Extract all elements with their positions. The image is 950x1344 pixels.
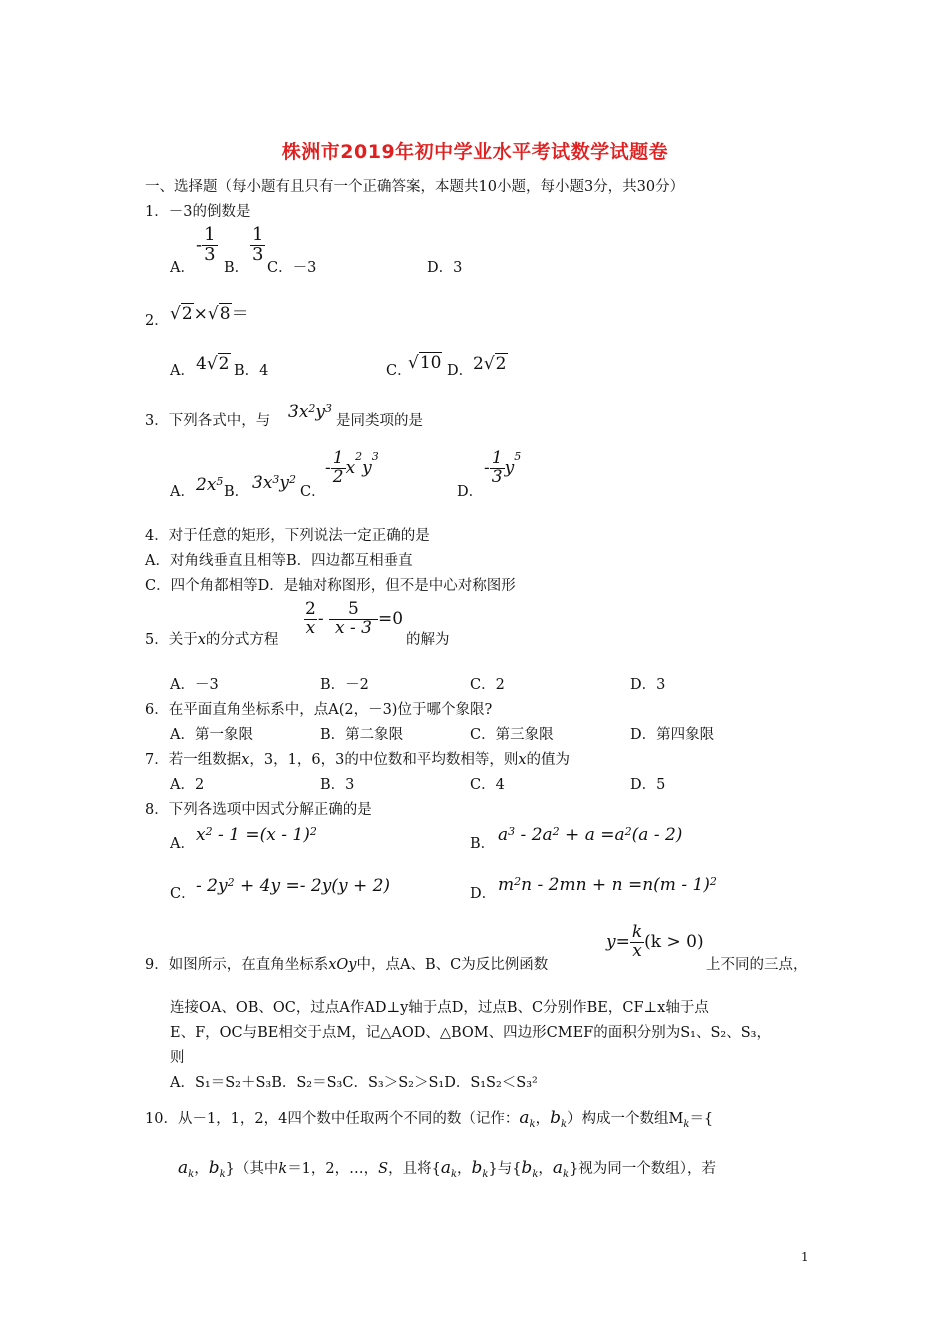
q1-option-d: D．3	[427, 260, 463, 276]
q1-option-a-label: A．	[170, 260, 195, 276]
q2-option-b: B．4	[234, 363, 269, 379]
q8-option-b-math: $a^3 - 2a^2 + a =a^2(a - 2)$	[498, 825, 683, 845]
q2-expression: √2×√8＝	[170, 304, 249, 324]
q5-option-c: C．2	[470, 677, 505, 693]
question-9-stem: 9．如图所示，在直角坐标系xOy中，点A、B、C为反比例函数	[145, 957, 549, 973]
q1-option-c: C．－3	[267, 260, 317, 276]
q8-option-c-math: - $2y^2 + 4y =- 2y(y + 2)$	[196, 876, 391, 896]
question-10-stem: 10．从－1，1，2，4四个数中任取两个不同的数（记作：$a_k$，$b_k$）构成一个数组$M_k=${	[145, 1108, 714, 1130]
q1-option-b-math: $\frac{1}{3}$	[252, 224, 264, 265]
q3-monomial: $3x^2y^3$	[288, 402, 333, 422]
q9-line-2: 连接OA、OB、OC，过点A作AD⊥y轴于点D，过点B、C分别作BE，CF⊥x轴于点	[170, 1000, 709, 1016]
q2-option-d-math: 2√2	[473, 354, 507, 374]
question-2-number: 2．	[145, 313, 169, 329]
q8-option-d-label: D．	[470, 886, 497, 902]
q8-option-d-math: $m^2n - 2mn + n =n(m - 1)^2$	[498, 875, 717, 895]
q8-option-b-label: B．	[470, 836, 496, 852]
q1-option-b-label: B．	[224, 260, 250, 276]
q3-option-c-math: - $\frac{1}{2}$ $x^2y^3$	[325, 448, 379, 487]
question-5-stem-post: 的解为	[406, 632, 450, 648]
question-4-stem: 4．对于任意的矩形，下列说法一定正确的是	[145, 528, 430, 544]
question-3-stem-post: 是同类项的是	[336, 413, 423, 429]
q8-option-a-label: A．	[170, 836, 195, 852]
q1-option-a-math: - $\frac{1}{3}$	[196, 224, 216, 265]
section-heading: 一、选择题（每小题有且只有一个正确答案，本题共10小题，每小题3分，共30分）	[145, 179, 685, 195]
q6-option-a: A．第一象限	[170, 727, 253, 743]
q7-option-d: D．5	[630, 777, 666, 793]
q3-option-b-math: $3x^3y^2$	[252, 473, 297, 493]
q3-option-d-label: D．	[457, 484, 484, 500]
question-3-stem-pre: 3．下列各式中，与	[145, 413, 271, 429]
question-10-line-2: $a_k$，$b_k$}（其中k＝1，2，…，S，且将{$a_k$，$b_k$}与{$b_k$，$a_k$}视为同一个数组），若	[178, 1158, 717, 1180]
question-6-stem: 6．在平面直角坐标系中，点A(2，－3)位于哪个象限?	[145, 702, 493, 718]
q2-option-c-label: C．	[386, 363, 412, 379]
question-5-stem-pre: 5．关于x的分式方程	[145, 632, 279, 648]
q9-options: A．S₁＝S₂＋S₃B．S₂＝S₃C．S₃＞S₂＞S₁D．S₁S₂＜S₃²	[170, 1075, 538, 1091]
q2-option-a-math: 4√2	[196, 354, 230, 374]
q4-options-ab: A．对角线垂直且相等B．四边都互相垂直	[145, 553, 413, 569]
page-number: 1	[801, 1250, 809, 1264]
q3-option-a-math: $2x^5$	[196, 475, 224, 495]
q5-option-b: B．－2	[320, 677, 369, 693]
q3-option-b-label: B．	[224, 484, 250, 500]
q7-option-a: A．2	[170, 777, 205, 793]
question-1-stem: 1．－3的倒数是	[145, 204, 251, 220]
q8-option-a-math: $x^2 - 1 =(x - 1)^2$	[196, 825, 317, 845]
q9-line-3: E、F，OC与BE相交于点M，记△AOD、△BOM、四边形CMEF的面积分别为S₁、S₂、S₃，	[170, 1025, 771, 1041]
q7-option-b: B．3	[320, 777, 355, 793]
q6-option-d: D．第四象限	[630, 727, 715, 743]
q5-option-a: A．－3	[170, 677, 219, 693]
q8-option-c-label: C．	[170, 886, 196, 902]
q4-options-cd: C．四个角都相等D．是轴对称图形，但不是中心对称图形	[145, 578, 516, 594]
q2-option-c-math: √10	[408, 353, 442, 373]
q3-option-c-label: C．	[300, 484, 326, 500]
q3-option-d-math: - $\frac{1}{3}$ $y^5$	[484, 448, 522, 487]
question-9-stem-post: 上不同的三点，	[706, 957, 808, 973]
q3-option-a-label: A．	[170, 484, 195, 500]
q7-option-c: C．4	[470, 777, 505, 793]
q5-equation: $\frac{2}{x}$ - $\frac{5}{x - 3}$ =0	[305, 599, 404, 638]
question-8-stem: 8．下列各选项中因式分解正确的是	[145, 802, 372, 818]
question-7-stem: 7．若一组数据x，3，1，6，3的中位数和平均数相等，则x的值为	[145, 752, 571, 768]
q2-option-d-label: D．	[447, 363, 474, 379]
q6-option-c: C．第三象限	[470, 727, 554, 743]
page-title: 株洲市2019年初中学业水平考试数学试题卷	[281, 141, 669, 163]
q6-option-b: B．第二象限	[320, 727, 404, 743]
q9-line-4: 则	[170, 1050, 185, 1066]
q2-option-a-label: A．	[170, 363, 195, 379]
q5-option-d: D．3	[630, 677, 666, 693]
q9-function: y= $\frac{k}{x}$ (k > 0)	[606, 922, 704, 961]
